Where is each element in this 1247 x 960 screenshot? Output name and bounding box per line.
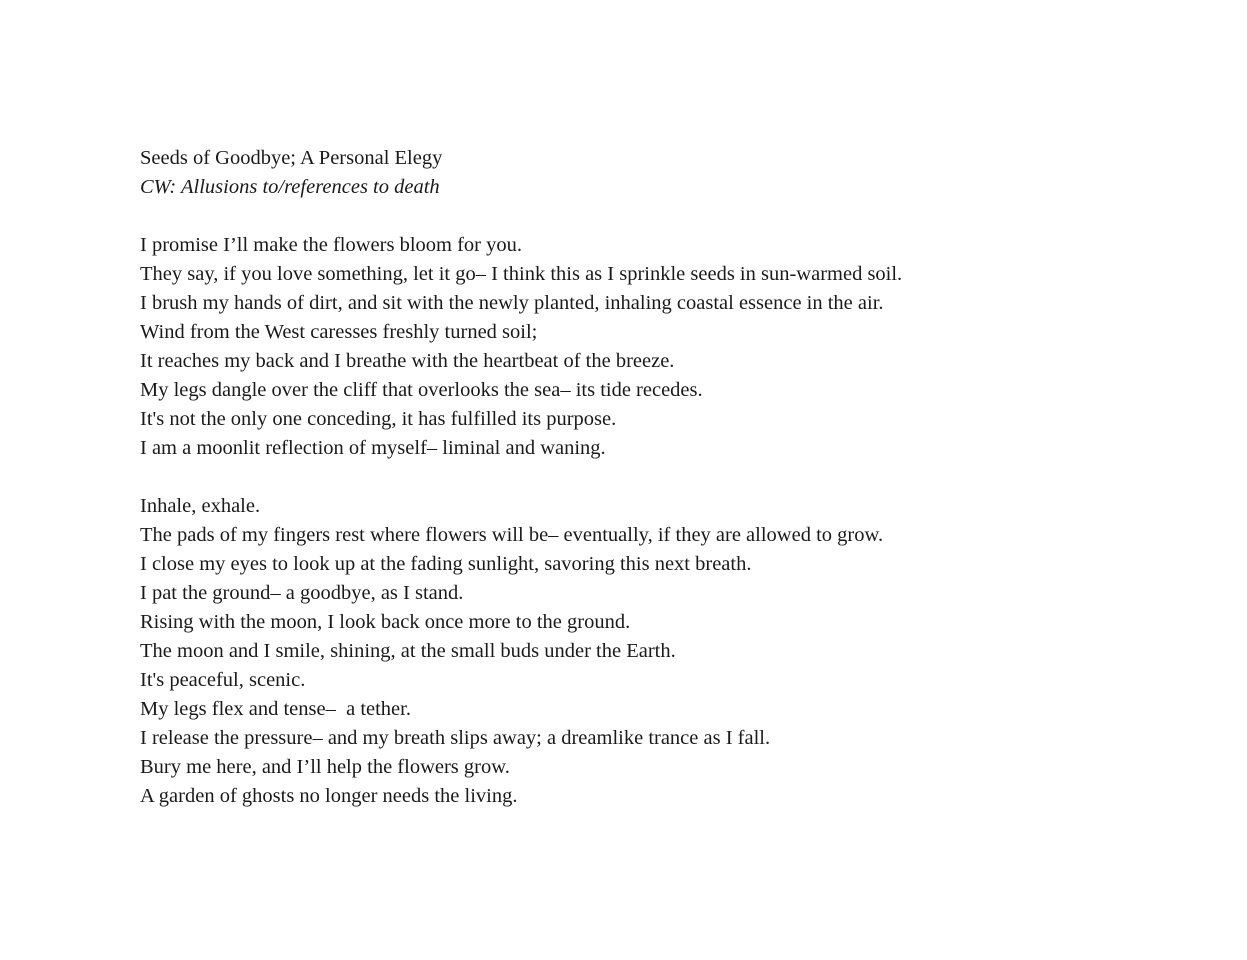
- poem-line: My legs flex and tense– a tether.: [140, 698, 411, 720]
- poem-line: It's peaceful, scenic.: [140, 669, 306, 691]
- poem-line: Bury me here, and I’ll help the flowers grow.: [140, 756, 510, 778]
- poem-line: A garden of ghosts no longer needs the living.: [140, 785, 518, 807]
- poem-line: Wind from the West caresses freshly turned soil;: [140, 321, 538, 343]
- poem-line: Rising with the moon, I look back once more to the ground.: [140, 611, 631, 633]
- poem-line: I promise I’ll make the flowers bloom for you.: [140, 234, 523, 256]
- poem-line: It reaches my back and I breathe with the heartbeat of the breeze.: [140, 350, 675, 372]
- poem-line: It's not the only one conceding, it has fulfilled its purpose.: [140, 408, 617, 430]
- poem-line: My legs dangle over the cliff that overlooks the sea– its tide recedes.: [140, 379, 703, 401]
- poem-line: Inhale, exhale.: [140, 495, 261, 517]
- poem-line: I pat the ground– a goodbye, as I stand.: [140, 582, 464, 604]
- poem-line: The moon and I smile, shining, at the small buds under the Earth.: [140, 640, 676, 662]
- poem-line: I close my eyes to look up at the fading sunlight, savoring this next breath.: [140, 553, 752, 575]
- stanza-2: [140, 492, 1200, 811]
- poem-title: Seeds of Goodbye; A Personal Elegy: [140, 147, 443, 169]
- stanza-break: [140, 463, 1200, 492]
- poem-line: They say, if you love something, let it go– I think this as I sprinkle seeds in sun-warmed soil.: [140, 263, 903, 285]
- poem-line: I release the pressure– and my breath slips away; a dreamlike trance as I fall.: [140, 727, 771, 749]
- poem-document: [140, 144, 1200, 811]
- poem-line: The pads of my fingers rest where flowers will be– eventually, if they are allowed to grow.: [140, 524, 884, 546]
- content-warning: CW: Allusions to/references to death: [140, 176, 440, 198]
- spacer: [140, 202, 1200, 231]
- stanza-1: [140, 231, 1200, 463]
- poem-line: I brush my hands of dirt, and sit with the newly planted, inhaling coastal essence in the air.: [140, 292, 884, 314]
- poem-line: I am a moonlit reflection of myself– liminal and waning.: [140, 437, 606, 459]
